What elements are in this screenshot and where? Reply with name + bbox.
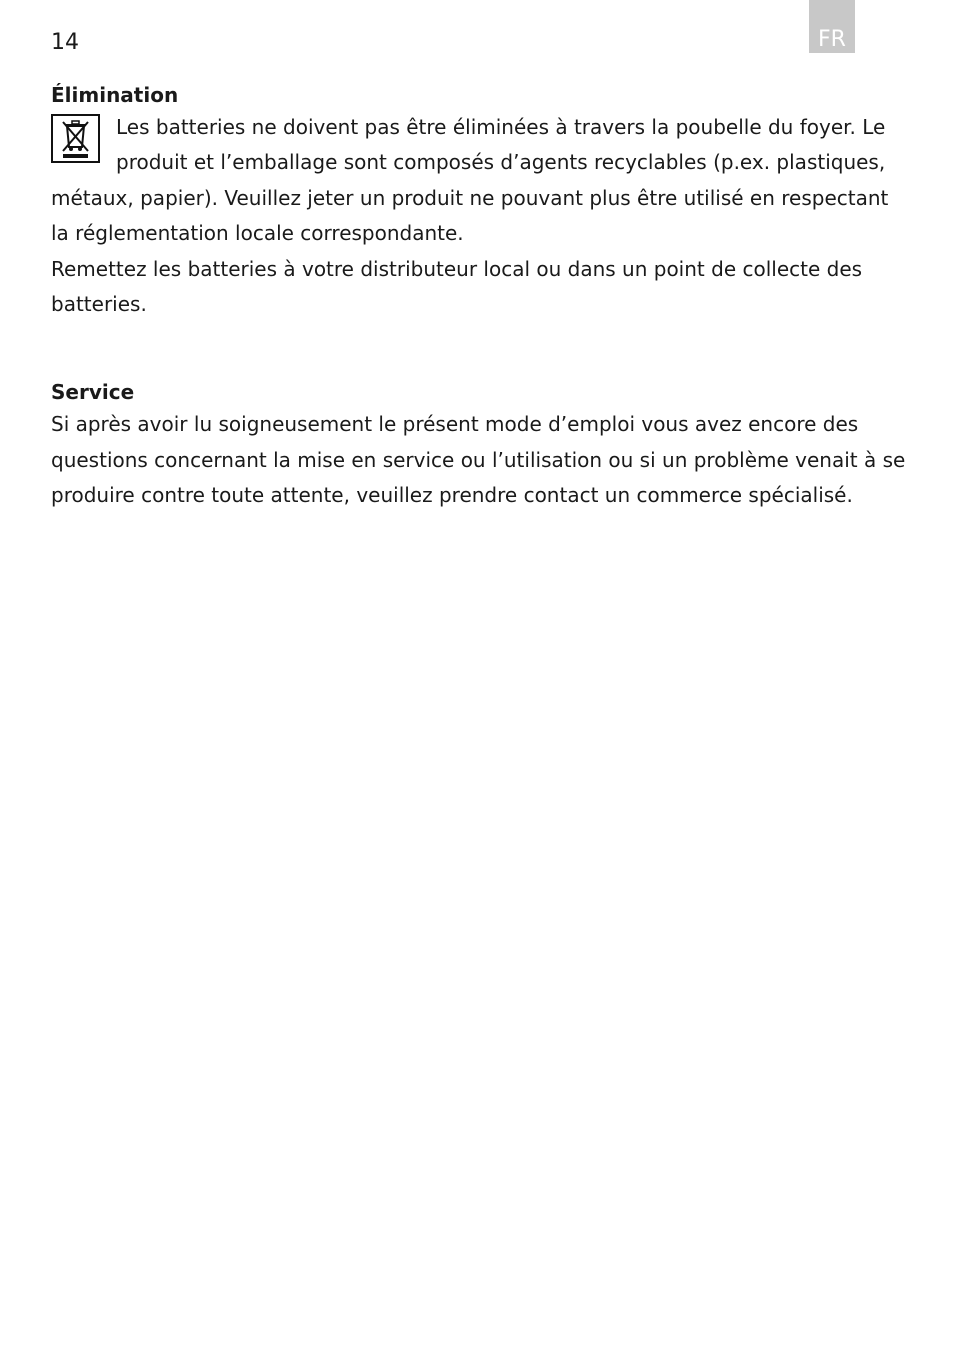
- language-tab: [809, 0, 855, 53]
- disposal-section: [51, 80, 911, 322]
- crossed-out-wheelie-bin-icon: [51, 114, 100, 163]
- disposal-paragraph-2: Remettez les batteries à votre distributeur local ou dans un point de collecte des batteries.: [51, 256, 863, 317]
- service-paragraph: Si après avoir lu soigneusement le présent mode d’emploi vous avez encore des questions concernant la mise en service ou l’utilisation ou si un problème venait à se produire contre toute attente, veuillez prendre contact un commerce spécialisé.: [51, 412, 906, 508]
- disposal-paragraph-1: Les batteries ne doivent pas être éliminées à travers la poubelle du foyer. Le produit et l’emballage sont composés d’agents recyclables (p.ex. plastiques, métaux, papier). Veuillez jeter un produit ne pouvant plus être utilisé en respectant la réglementation locale correspondante.: [51, 115, 889, 246]
- language-tab-label: FR: [818, 27, 846, 52]
- disposal-title: Élimination: [51, 83, 179, 107]
- service-section: [51, 377, 911, 513]
- page-number: 14: [51, 30, 79, 55]
- document-body: [51, 80, 911, 514]
- service-title: Service: [51, 380, 135, 405]
